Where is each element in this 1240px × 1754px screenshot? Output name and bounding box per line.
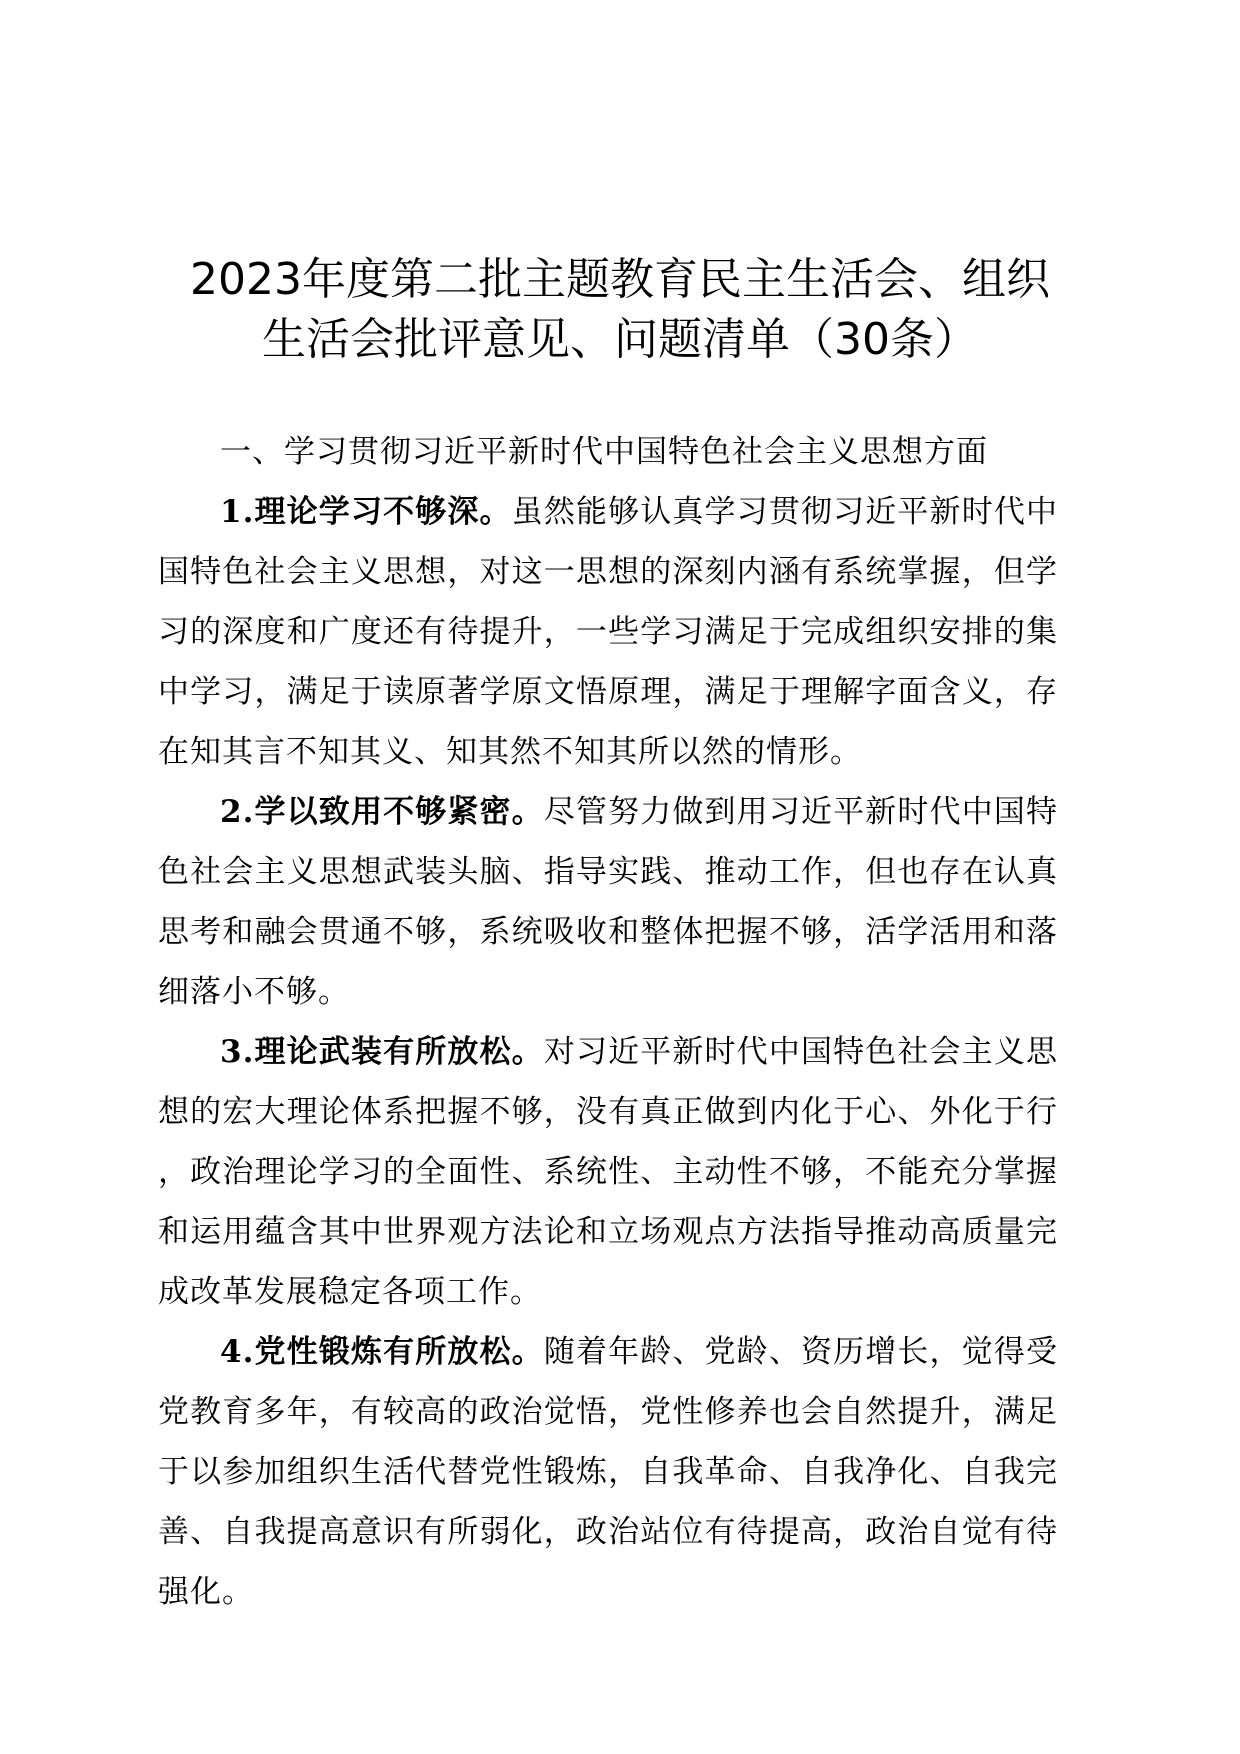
title-line-2: 生活会批评意见、问题清单（30条） <box>262 314 978 365</box>
list-item <box>158 782 1058 1022</box>
item-body: 随着年龄、党龄、资历增长，觉得受党教育多年，有较高的政治觉悟，党性修养也会自然提升，满足于以参加组织生活代替党性锻炼，自我革命、自我净化、自我完善、自我提高意识有所弱化，政治站位有待提高，政治自觉有待强化。 <box>158 1334 1058 1610</box>
list-item <box>158 1322 1058 1622</box>
item-body: 对习近平新时代中国特色社会主义思想的宏大理论体系把握不够，没有真正做到内化于心、外化于行，政治理论学习的全面性、系统性、主动性不够，不能充分掌握和运用蕴含其中世界观方法论和立场观点方法指导推动高质量完成改革发展稳定各项工作。 <box>158 1034 1058 1310</box>
title-line-1: 2023年度第二批主题教育民主生活会、组织 <box>190 254 1050 305</box>
item-lead: 1.理论学习不够深。 <box>220 494 512 530</box>
item-lead: 4.党性锻炼有所放松。 <box>220 1334 544 1370</box>
item-body: 虽然能够认真学习贯彻习近平新时代中国特色社会主义思想，对这一思想的深刻内涵有系统掌握，但学习的深度和广度还有待提升，一些学习满足于完成组织安排的集中学习，满足于读原著学原文悟原理，满足于理解字面含义，存在知其言不知其义、知其然不知其所以然的情形。 <box>158 494 1058 770</box>
item-body: 尽管努力做到用习近平新时代中国特色社会主义思想武装头脑、指导实践、推动工作，但也存在认真思考和融会贯通不够，系统吸收和整体把握不够，活学活用和落细落小不够。 <box>158 794 1058 1010</box>
section-heading: 一、学习贯彻习近平新时代中国特色社会主义思想方面 <box>220 434 988 470</box>
document-title <box>120 250 1120 370</box>
item-lead: 2.学以致用不够紧密。 <box>220 794 544 830</box>
item-lead: 3.理论武装有所放松。 <box>220 1034 544 1070</box>
document-body <box>158 422 1058 1622</box>
list-item <box>158 482 1058 782</box>
list-item <box>158 1022 1058 1322</box>
